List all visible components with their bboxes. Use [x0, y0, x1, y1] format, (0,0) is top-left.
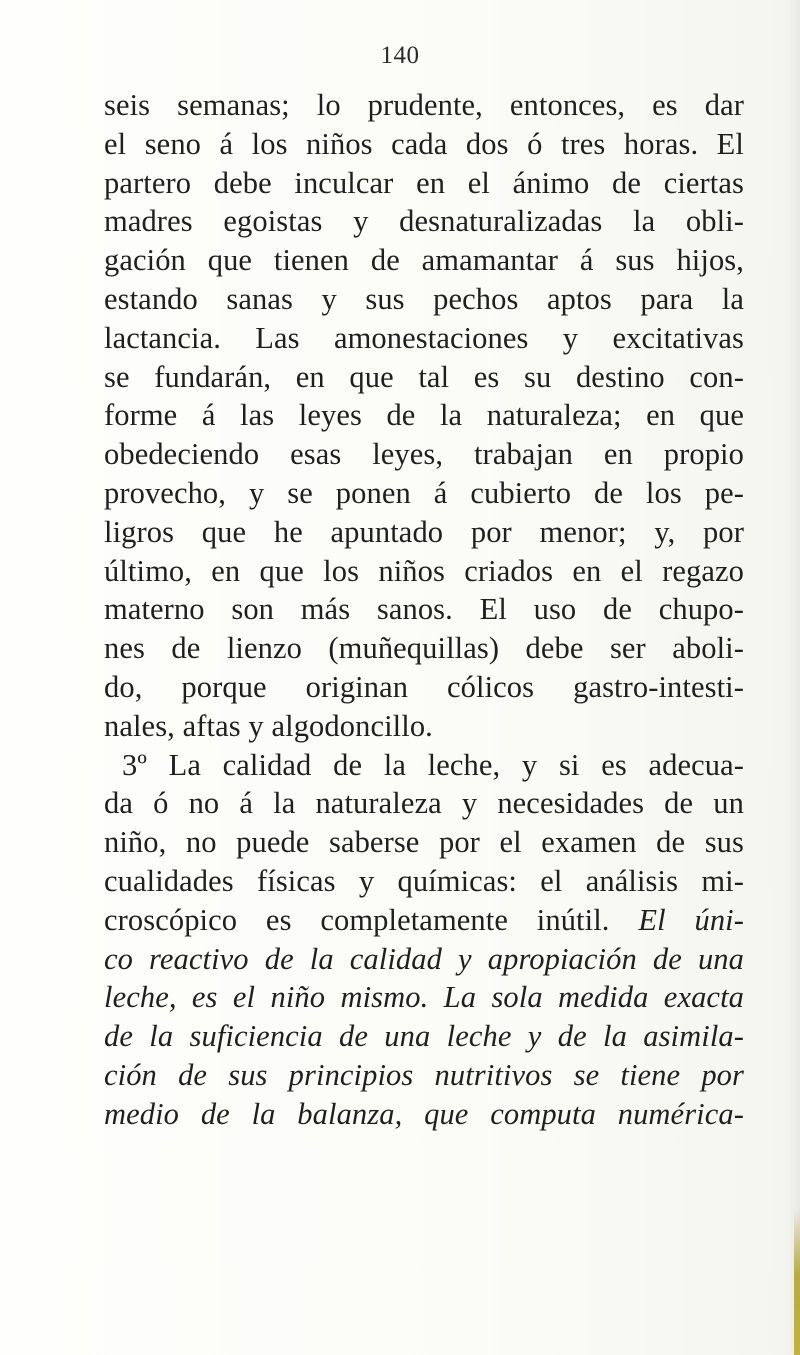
- line-italic-text: El úni-: [638, 902, 744, 937]
- text-line: [104, 1017, 744, 1056]
- page-number: 140: [380, 42, 420, 69]
- text-line: [104, 1095, 744, 1134]
- text-line: [104, 164, 744, 203]
- text-line: [104, 435, 744, 474]
- text-line: [104, 707, 744, 746]
- line-text: obedeciendo esas leyes, trabajan en propio: [104, 437, 744, 472]
- text-line: [104, 978, 744, 1017]
- text-line: [104, 552, 744, 591]
- line-text: partero debe inculcar en el ánimo de ciertas: [104, 165, 744, 200]
- text-line: [104, 513, 744, 552]
- text-line: [104, 1056, 744, 1095]
- line-text: ligros que he apuntado por menor; y, por: [104, 514, 744, 549]
- line-text: nales, aftas y algodoncillo.: [104, 708, 433, 743]
- line-italic-text: medio de la balanza, que computa numérica-: [104, 1096, 744, 1131]
- line-text: provecho, y se ponen á cubierto de los pe-: [104, 475, 744, 510]
- line-text: croscópico es completamente inútil.: [104, 902, 610, 937]
- line-italic-text: leche, es el niño mismo. La sola medida exacta: [104, 980, 744, 1015]
- line-text: cualidades físicas y químicas: el análisis mi-: [104, 863, 744, 898]
- text-line: [104, 86, 744, 125]
- line-italic-text: co reactivo de la calidad y apropiación de una: [104, 941, 744, 976]
- text-line: [104, 746, 744, 785]
- text-line: [104, 202, 744, 241]
- text-line: [104, 901, 744, 940]
- text-line: [104, 241, 744, 280]
- text-line: [104, 396, 744, 435]
- page-edge-shadow: [786, 0, 800, 1355]
- page-edge-marker: [794, 1210, 800, 1355]
- text-line: [104, 784, 744, 823]
- line-text: gación que tienen de amamantar á sus hijos,: [104, 243, 744, 278]
- text-line: [104, 319, 744, 358]
- text-line: [104, 280, 744, 319]
- text-line: [104, 823, 744, 862]
- line-text: niño, no puede saberse por el examen de sus: [104, 825, 744, 860]
- line-text: nes de lienzo (muñequillas) debe ser aboli-: [104, 631, 744, 666]
- line-text: da ó no á la naturaleza y necesidades de un: [104, 786, 744, 821]
- line-text: materno son más sanos. El uso de chupo-: [104, 592, 744, 627]
- line-text: lactancia. Las amonestaciones y excitativas: [104, 320, 744, 355]
- line-text: madres egoistas y desnaturalizadas la obli-: [104, 204, 744, 239]
- text-line: [104, 125, 744, 164]
- line-text: seis semanas; lo prudente, entonces, es dar: [104, 88, 744, 122]
- line-italic-text: de la suficiencia de una leche y de la asimila-: [104, 1019, 744, 1054]
- text-line: [104, 474, 744, 513]
- text-line: [104, 940, 744, 979]
- line-text: estando sanas y sus pechos aptos para la: [104, 281, 744, 316]
- line-italic-text: ción de sus principios nutritivos se tiene por: [104, 1057, 744, 1092]
- line-text: se fundarán, en que tal es su destino con-: [104, 359, 744, 394]
- line-text: do, porque originan cólicos gastro-intesti-: [104, 669, 744, 704]
- text-line: [104, 668, 744, 707]
- body-text: [104, 86, 744, 1134]
- line-text: último, en que los niños criados en el regazo: [104, 553, 744, 588]
- line-text: 3º La calidad de la leche, y si es adecua-: [122, 747, 744, 782]
- text-line: [104, 862, 744, 901]
- text-line: [104, 629, 744, 668]
- line-text: forme á las leyes de la naturaleza; en que: [104, 398, 744, 433]
- line-text: el seno á los niños cada dos ó tres horas. El: [104, 126, 744, 161]
- text-line: [104, 590, 744, 629]
- text-line: [104, 358, 744, 397]
